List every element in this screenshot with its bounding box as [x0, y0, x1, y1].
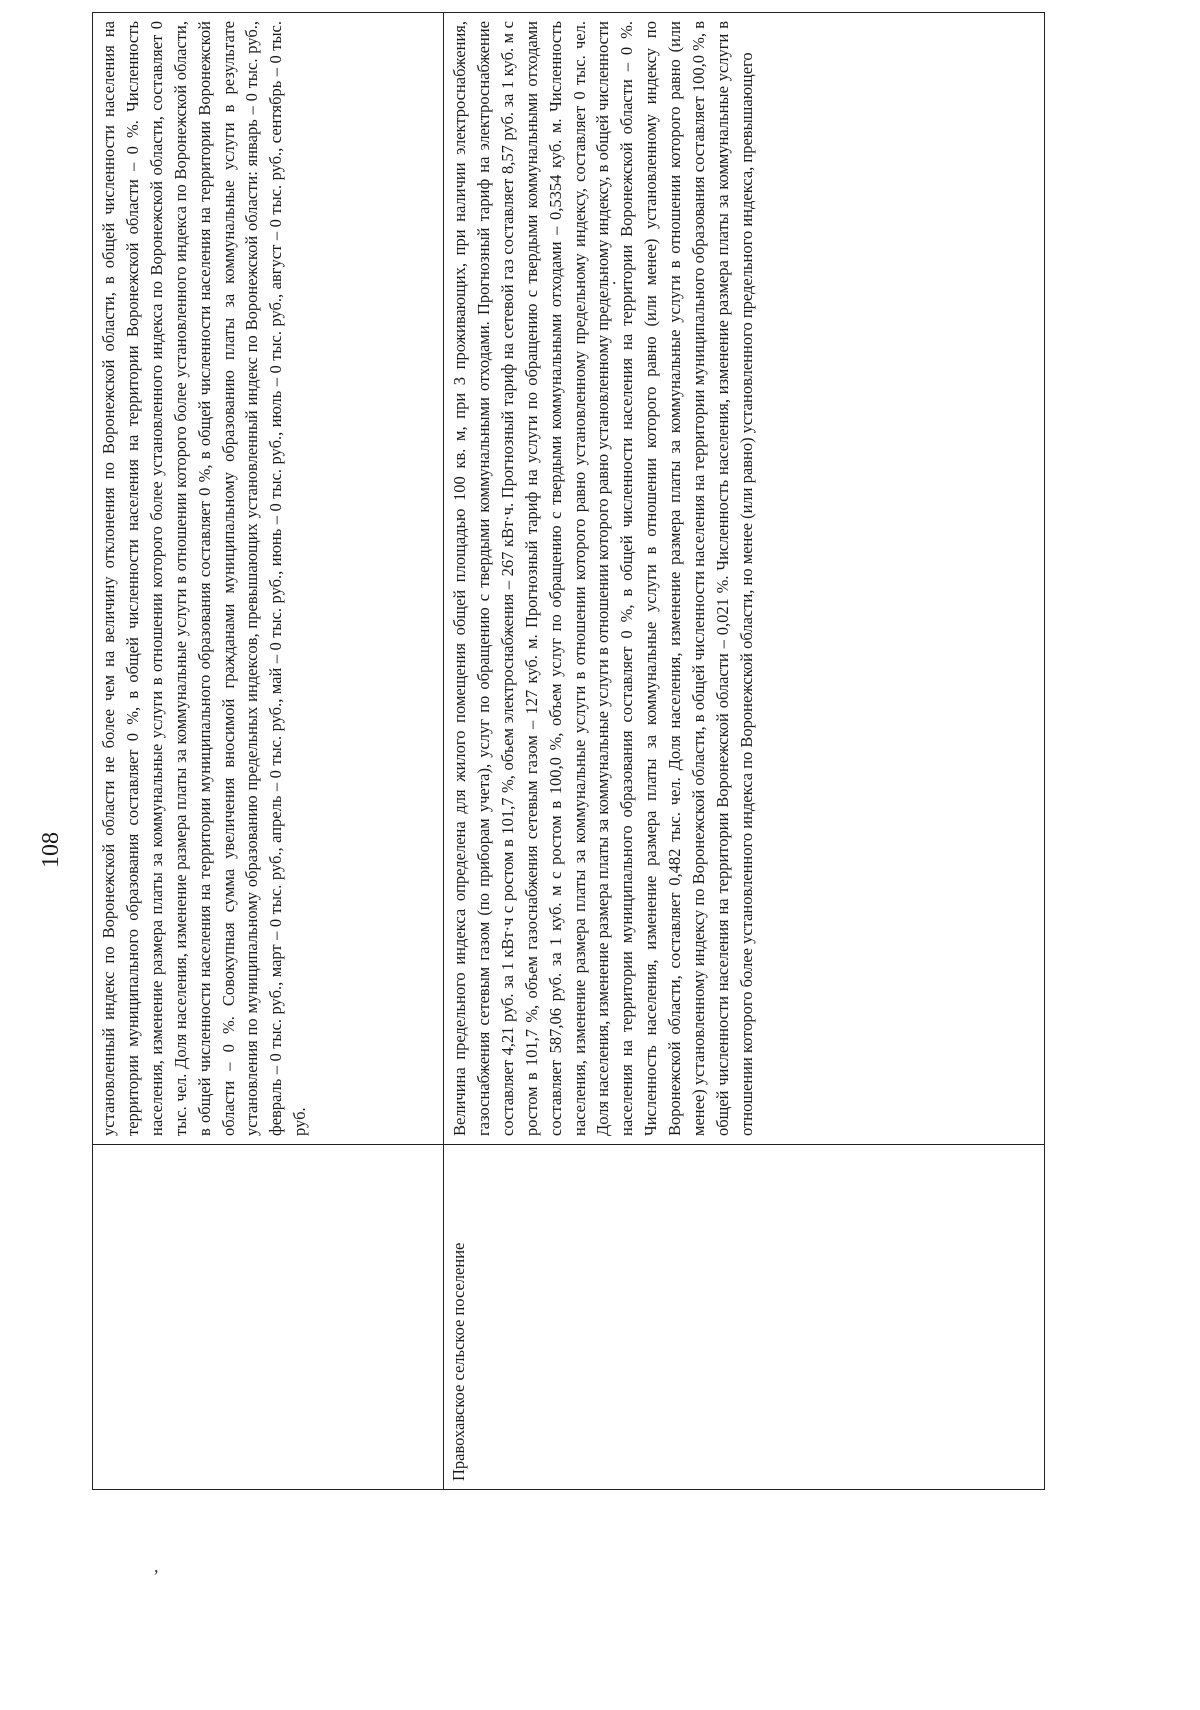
scan-speck: , [154, 1556, 159, 1576]
document-table [92, 12, 1045, 1490]
description-cell: установленный индекс по Воронежской области не более чем на величину отклонения по Воронежской области, в общей численности населения на территории муниципального образования составляет 0 %, в общей численности населения на территории Воронежской области – 0 %. Численность населения, изменение размера платы за коммунальные услуги в отношении которого более установленного индекса по Воронежской области, составляет 0 тыс. чел. Доля населения, изменение размера платы за коммунальные услуги в отношении которого более установленного индекса по Воронежской области, в общей численности населения на территории муниципального образования составляет 0 %, в общей численности населения на территории Воронежской области – 0 %. Совокупная сумма увеличения вносимой гражданами муниципальному образованию платы за коммунальные услуги в результате установления по муниципальному образованию предельных индексов, превышающих установленный индекс по Воронежской области: январь – 0 тыс. руб., февраль – 0 тыс. руб., март – 0 тыс. руб., апрель – 0 тыс. руб., май – 0 тыс. руб., июнь – 0 тыс. руб., июль – 0 тыс. руб., август – 0 тыс. руб., сентябрь – 0 тыс. руб. [93, 13, 444, 1145]
page-number: 108 [38, 832, 64, 868]
municipality-name-cell [93, 1145, 444, 1490]
table-row [93, 13, 444, 1490]
municipality-name-cell: Правохавское сельское поселение [444, 1145, 1045, 1490]
table-row [444, 13, 1045, 1490]
description-cell: Величина предельного индекса определена для жилого помещения общей площадью 100 кв. м, при 3 проживающих, при наличии электроснабжения, газоснабжения сетевым газом (по приборам учета), услуг по обращению с твердыми коммунальными отходами. Прогнозный тариф на электроснабжение составляет 4,21 руб. за 1 кВт·ч с ростом в 101,7 %, объем электроснабжения – 267 кВт·ч. Прогнозный тариф на сетевой газ составляет 8,57 руб. за 1 куб. м с ростом в 101,7 %, объем газоснабжения сетевым газом – 127 куб. м. Прогнозный тариф на услуги по обращению с твердыми коммунальными отходами составляет 587,06 руб. за 1 куб. м с ростом в 100,0 %, объем услуг по обращению с твердыми коммунальными отходами – 0,5354 куб. м. Численность населения, изменение размера платы за коммунальные услуги в отношении которого равно установленному предельному индексу, составляет 0 тыс. чел. Доля населения, изменение размера платы за коммунальные услуги в отношении которого равно установленному предельному индексу, в общей численности населения на территории муниципального образования составляет 0 %, в общей численности населения на территории Воронежской области – 0 %. Численность населения, изменение размера платы за коммунальные услуги в отношении которого равно (или менее) установленному индексу по Воронежской области, составляет 0,482 тыс. чел. Доля населения, изменение размера платы за коммунальные услуги в отношении которого равно (или менее) установленному индексу по Воронежской области, в общей численности населения на территории муниципального образования составляет 100,0 %, в общей численности населения на территории Воронежской области – 0,021 %. Численность населения, изменение размера платы за коммунальные услуги в отношении которого более установленного индекса по Воронежской области, но менее (или равно) установленного предельного индекса, превышающего [444, 13, 1045, 1145]
scan-speck: . [612, 268, 617, 288]
